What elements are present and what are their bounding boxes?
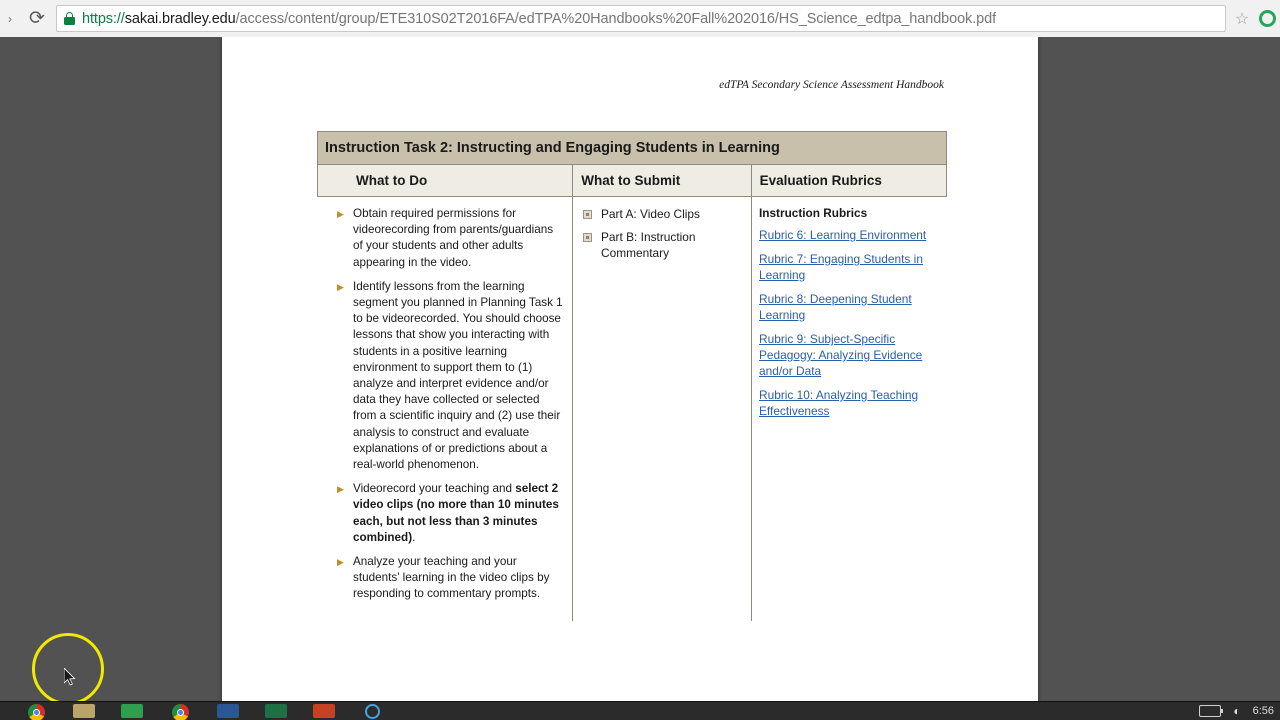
column-header-what-to-do: What to Do xyxy=(318,165,573,196)
table-header-row xyxy=(317,165,947,197)
taskbar-powerpoint-icon[interactable] xyxy=(310,704,338,720)
url-scheme: https:// xyxy=(82,10,125,27)
taskbar-chrome-icon[interactable] xyxy=(22,704,50,720)
bookmark-star-icon[interactable] xyxy=(1230,9,1254,29)
what-to-do-item-1: Obtain required permissions for videorecording from parents/guardians of your students and other adults appearing in the video. xyxy=(353,207,554,269)
list-item xyxy=(337,206,564,271)
pdf-viewer[interactable] xyxy=(0,37,1280,702)
extension-circle-icon xyxy=(1259,10,1276,27)
taskbar[interactable] xyxy=(0,701,1280,720)
back-icon[interactable]: › xyxy=(8,11,12,26)
pdf-page xyxy=(222,37,1038,702)
instruction-task-table xyxy=(317,131,947,621)
triangle-bullet-icon: ▶ xyxy=(337,209,344,219)
url-host: sakai.bradley.edu xyxy=(124,10,236,27)
taskbar-items xyxy=(22,702,386,720)
list-item xyxy=(583,229,743,261)
lock-icon xyxy=(63,11,76,26)
list-item xyxy=(583,206,743,222)
star-glyph: ☆ xyxy=(1234,10,1250,28)
url-text xyxy=(82,11,996,27)
taskbar-chrome-window-icon[interactable] xyxy=(166,704,194,720)
rubric-link-8[interactable]: Rubric 8: Deepening Student Learning xyxy=(759,292,912,322)
url-path: /access/content/group/ETE310S02T2016FA/edTPA%20Handbooks%20Fall%202016/HS_Science_edtpa_handbook.pdf xyxy=(235,10,996,27)
column-header-what-to-submit: What to Submit xyxy=(573,165,751,196)
mouse-cursor-icon xyxy=(64,668,76,686)
list-item xyxy=(337,481,564,546)
taskbar-folder-icon[interactable] xyxy=(70,704,98,720)
browser-toolbar xyxy=(0,0,1280,38)
what-to-do-item-4: Analyze your teaching and your students’ learning in the video clips by responding to commentary prompts. xyxy=(353,555,550,601)
battery-icon[interactable] xyxy=(1199,705,1221,717)
system-tray xyxy=(1199,702,1274,720)
what-to-do-item-2: Identify lessons from the learning segment you planned in Planning Task 1 to be videorecorded. You should choose lessons that show you interacting with students in a positive learning environment to support them to (1) analyze and interpret evidence and/or data they have collected or selected from a scientific inquiry and (2) use their analysis to construct and evaluate explanations of or predictions about a real-world phenomenon. xyxy=(353,279,563,472)
running-head: edTPA Secondary Science Assessment Handbook xyxy=(719,79,944,91)
item-3-prefix: Videorecord your teaching and xyxy=(353,482,516,496)
item-3-bold: select 2 video clips (no more than 10 minutes each, but not less than 3 minutes combined) xyxy=(353,482,559,544)
square-bullet-icon xyxy=(583,206,601,222)
list-item xyxy=(337,279,564,473)
cell-what-to-do xyxy=(317,197,573,621)
submit-item-1: Part A: Video Clips xyxy=(601,207,700,221)
rubrics-heading: Instruction Rubrics xyxy=(759,206,868,220)
taskbar-media-icon[interactable] xyxy=(358,704,386,720)
column-header-evaluation-rubrics: Evaluation Rubrics xyxy=(759,173,882,188)
rubric-link-6[interactable]: Rubric 6: Learning Environment xyxy=(759,228,927,242)
reload-icon: ⟳ xyxy=(29,8,45,29)
what-to-do-item-3 xyxy=(353,481,564,546)
triangle-bullet-icon: ▶ xyxy=(337,557,344,568)
cell-what-to-submit xyxy=(573,197,752,621)
submit-item-2: Part B: Instruction Commentary xyxy=(601,230,696,261)
table-title: Instruction Task 2: Instructing and Engaging Students in Learning xyxy=(317,131,947,165)
taskbar-excel-icon[interactable] xyxy=(262,704,290,720)
square-bullet-icon xyxy=(583,229,601,261)
extension-icon[interactable] xyxy=(1254,10,1280,27)
rubric-link-10[interactable]: Rubric 10: Analyzing Teaching Effectiveness xyxy=(759,388,919,418)
cell-evaluation-rubrics xyxy=(752,197,947,621)
reload-button[interactable] xyxy=(20,0,54,37)
taskbar-green-app-icon[interactable] xyxy=(118,704,146,720)
triangle-bullet-icon: ▶ xyxy=(337,484,344,495)
rubric-link-9[interactable]: Rubric 9: Subject-Specific Pedagogy: Analyzing Evidence and/or Data xyxy=(759,332,923,378)
taskbar-word-icon[interactable] xyxy=(214,704,242,720)
triangle-bullet-icon: ▶ xyxy=(337,281,344,292)
list-item xyxy=(337,554,564,603)
clock[interactable]: 6:56 xyxy=(1252,705,1274,717)
table-body-row xyxy=(317,197,947,621)
rubric-link-7[interactable]: Rubric 7: Engaging Students in Learning xyxy=(759,252,923,282)
navigation-arrows[interactable] xyxy=(0,0,20,37)
wifi-icon[interactable]: ◐ xyxy=(1233,704,1241,718)
item-3-suffix: . xyxy=(412,530,416,544)
address-bar[interactable] xyxy=(56,5,1226,32)
